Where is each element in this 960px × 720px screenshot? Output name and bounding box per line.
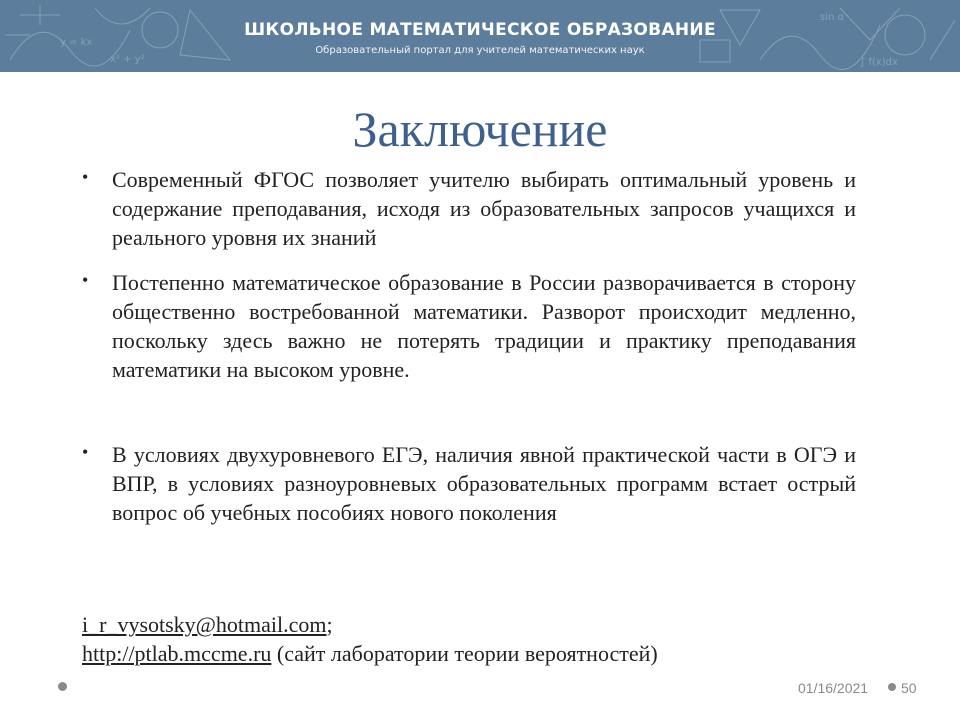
banner-subtitle: Образовательный портал для учителей математических наук bbox=[315, 45, 645, 56]
site-link[interactable]: http://ptlab.mccme.ru bbox=[82, 641, 272, 666]
bullet-text: В условиях двухуровневого ЕГЭ, наличия явной практической части в ОГЭ и ВПР, в условиях разноуровневых образовательных программ встает острый вопрос об учебных пособиях нового поколения bbox=[112, 442, 856, 525]
bullet-marker: • bbox=[82, 270, 89, 290]
bullet-item bbox=[82, 268, 862, 384]
email-link[interactable]: i_r_vysotsky@hotmail.com bbox=[82, 612, 327, 637]
email-suffix: ; bbox=[326, 612, 333, 637]
footer-dot-right bbox=[888, 683, 896, 691]
site-line bbox=[82, 639, 882, 668]
banner-title: ШКОЛЬНОЕ МАТЕМАТИЧЕСКОЕ ОБРАЗОВАНИЕ bbox=[244, 20, 716, 40]
bullet-item bbox=[82, 165, 862, 252]
svg-text:y = kx: y = kx bbox=[60, 37, 93, 48]
bullet-marker: • bbox=[82, 442, 89, 462]
footer-date: 01/16/2021 bbox=[798, 680, 869, 696]
site-note: (сайт лаборатории теории вероятностей) bbox=[271, 641, 658, 666]
bullet-marker: • bbox=[82, 167, 89, 187]
svg-text:sin α: sin α bbox=[820, 12, 845, 23]
bullet-text: Постепенно математическое образование в России разворачивается в сторону общественно востребованной математики. Разворот происходит медленно, поскольку здесь важно не потерять традиции и практику преподавания математики на высоком уровне. bbox=[112, 270, 856, 382]
bullet-item bbox=[82, 440, 862, 527]
svg-text:∫ f(x)dx: ∫ f(x)dx bbox=[860, 57, 898, 68]
email-line bbox=[82, 610, 882, 639]
contacts-block bbox=[82, 610, 882, 668]
bullet-text: Современный ФГОС позволяет учителю выбирать оптимальный уровень и содержание преподавания, исходя из образовательных запросов учащихся и реального уровня их знаний bbox=[112, 167, 856, 250]
page-number: 50 bbox=[901, 680, 917, 696]
header-banner bbox=[0, 0, 960, 72]
slide-title: Заключение bbox=[352, 101, 608, 157]
footer-dot-left bbox=[58, 682, 67, 691]
svg-text:x² + y²: x² + y² bbox=[110, 54, 145, 65]
